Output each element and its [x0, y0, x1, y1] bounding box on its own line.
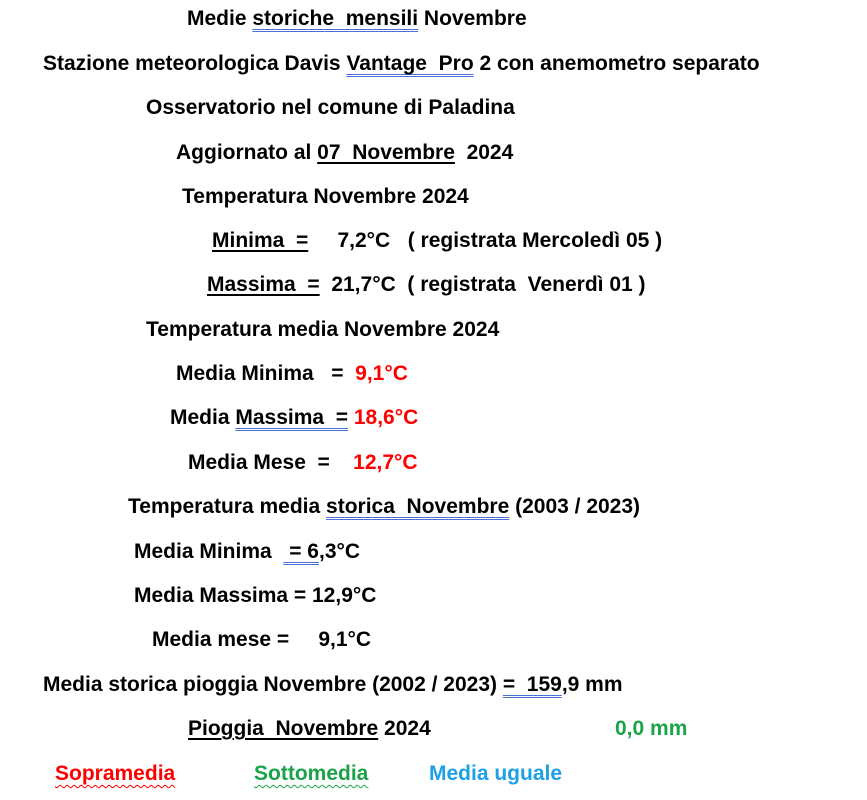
rain-hist-label: Media storica pioggia Novembre (2002 / 2023)	[43, 673, 503, 696]
updated-part: Aggiornato al	[176, 141, 318, 164]
legend-above-average: Sopramedia	[55, 762, 176, 785]
legend-below-average: Sottomedia	[254, 762, 369, 785]
hist-min-value: ,3°C	[318, 540, 361, 563]
hist-min-value-underlined: = 6	[283, 540, 319, 563]
rain-hist-value: ,9 mm	[561, 673, 623, 696]
rain-hist-value-underlined: = 159	[502, 673, 562, 696]
avg-max-value: 18,6°C	[353, 406, 419, 429]
temp-month-heading: Temperatura Novembre 2024	[182, 185, 469, 208]
avg-max-line	[170, 405, 418, 431]
massima-value: 21,7°C ( registrata Venerdì 01 )	[319, 273, 646, 296]
avg-min-label: Media Minima =	[176, 362, 356, 385]
updated-line	[176, 140, 513, 166]
historic-heading-underlined: storica Novembre	[326, 495, 510, 518]
avg-month-line	[188, 450, 418, 476]
historic-heading-part: (2003 / 2023)	[509, 495, 641, 518]
updated-part: 2024	[454, 141, 514, 164]
temp-avg-heading: Temperatura media Novembre 2024	[146, 318, 500, 341]
station-line	[43, 51, 760, 77]
avg-month-label: Media Mese =	[188, 451, 354, 474]
rain-hist-line	[43, 672, 623, 698]
station-part: 2 con anemometro separato	[473, 52, 760, 75]
minima-label: Minima =	[212, 229, 309, 252]
rain-month-line	[188, 716, 431, 742]
title-part: Novembre	[418, 7, 527, 30]
avg-max-label-underlined: Massima =	[235, 406, 349, 429]
avg-max-label: Media	[170, 406, 236, 429]
rain-month-label-underlined: Pioggia Novembre	[188, 717, 379, 740]
station-part: Stazione meteorologica Davis	[43, 52, 347, 75]
minima-value: 7,2°C ( registrata Mercoledì 05 )	[308, 229, 663, 252]
station-model: Vantage Pro	[346, 52, 474, 75]
updated-date: 07 Novembre	[317, 141, 455, 164]
legend-equal-average: Media uguale	[429, 762, 563, 785]
minima-line	[212, 228, 662, 254]
rain-month-label: 2024	[378, 717, 431, 740]
hist-min-label: Media Minima	[134, 540, 284, 563]
hist-month-line: Media mese = 9,1°C	[152, 628, 372, 651]
title-underlined: storiche mensili	[252, 7, 419, 30]
avg-min-line	[176, 361, 408, 387]
rain-month-value: 0,0 mm	[615, 717, 688, 740]
historic-heading	[128, 494, 640, 520]
avg-month-value: 12,7°C	[353, 451, 418, 474]
massima-label: Massima =	[207, 273, 320, 296]
hist-max-line: Media Massima = 12,9°C	[134, 584, 377, 607]
massima-line	[207, 272, 646, 298]
observatory-line: Osservatorio nel comune di Paladina	[146, 96, 515, 119]
avg-min-value: 9,1°C	[355, 362, 408, 385]
title-part: Medie	[187, 7, 253, 30]
hist-min-line	[134, 539, 360, 565]
title	[187, 6, 527, 32]
historic-heading-part: Temperatura media	[128, 495, 327, 518]
